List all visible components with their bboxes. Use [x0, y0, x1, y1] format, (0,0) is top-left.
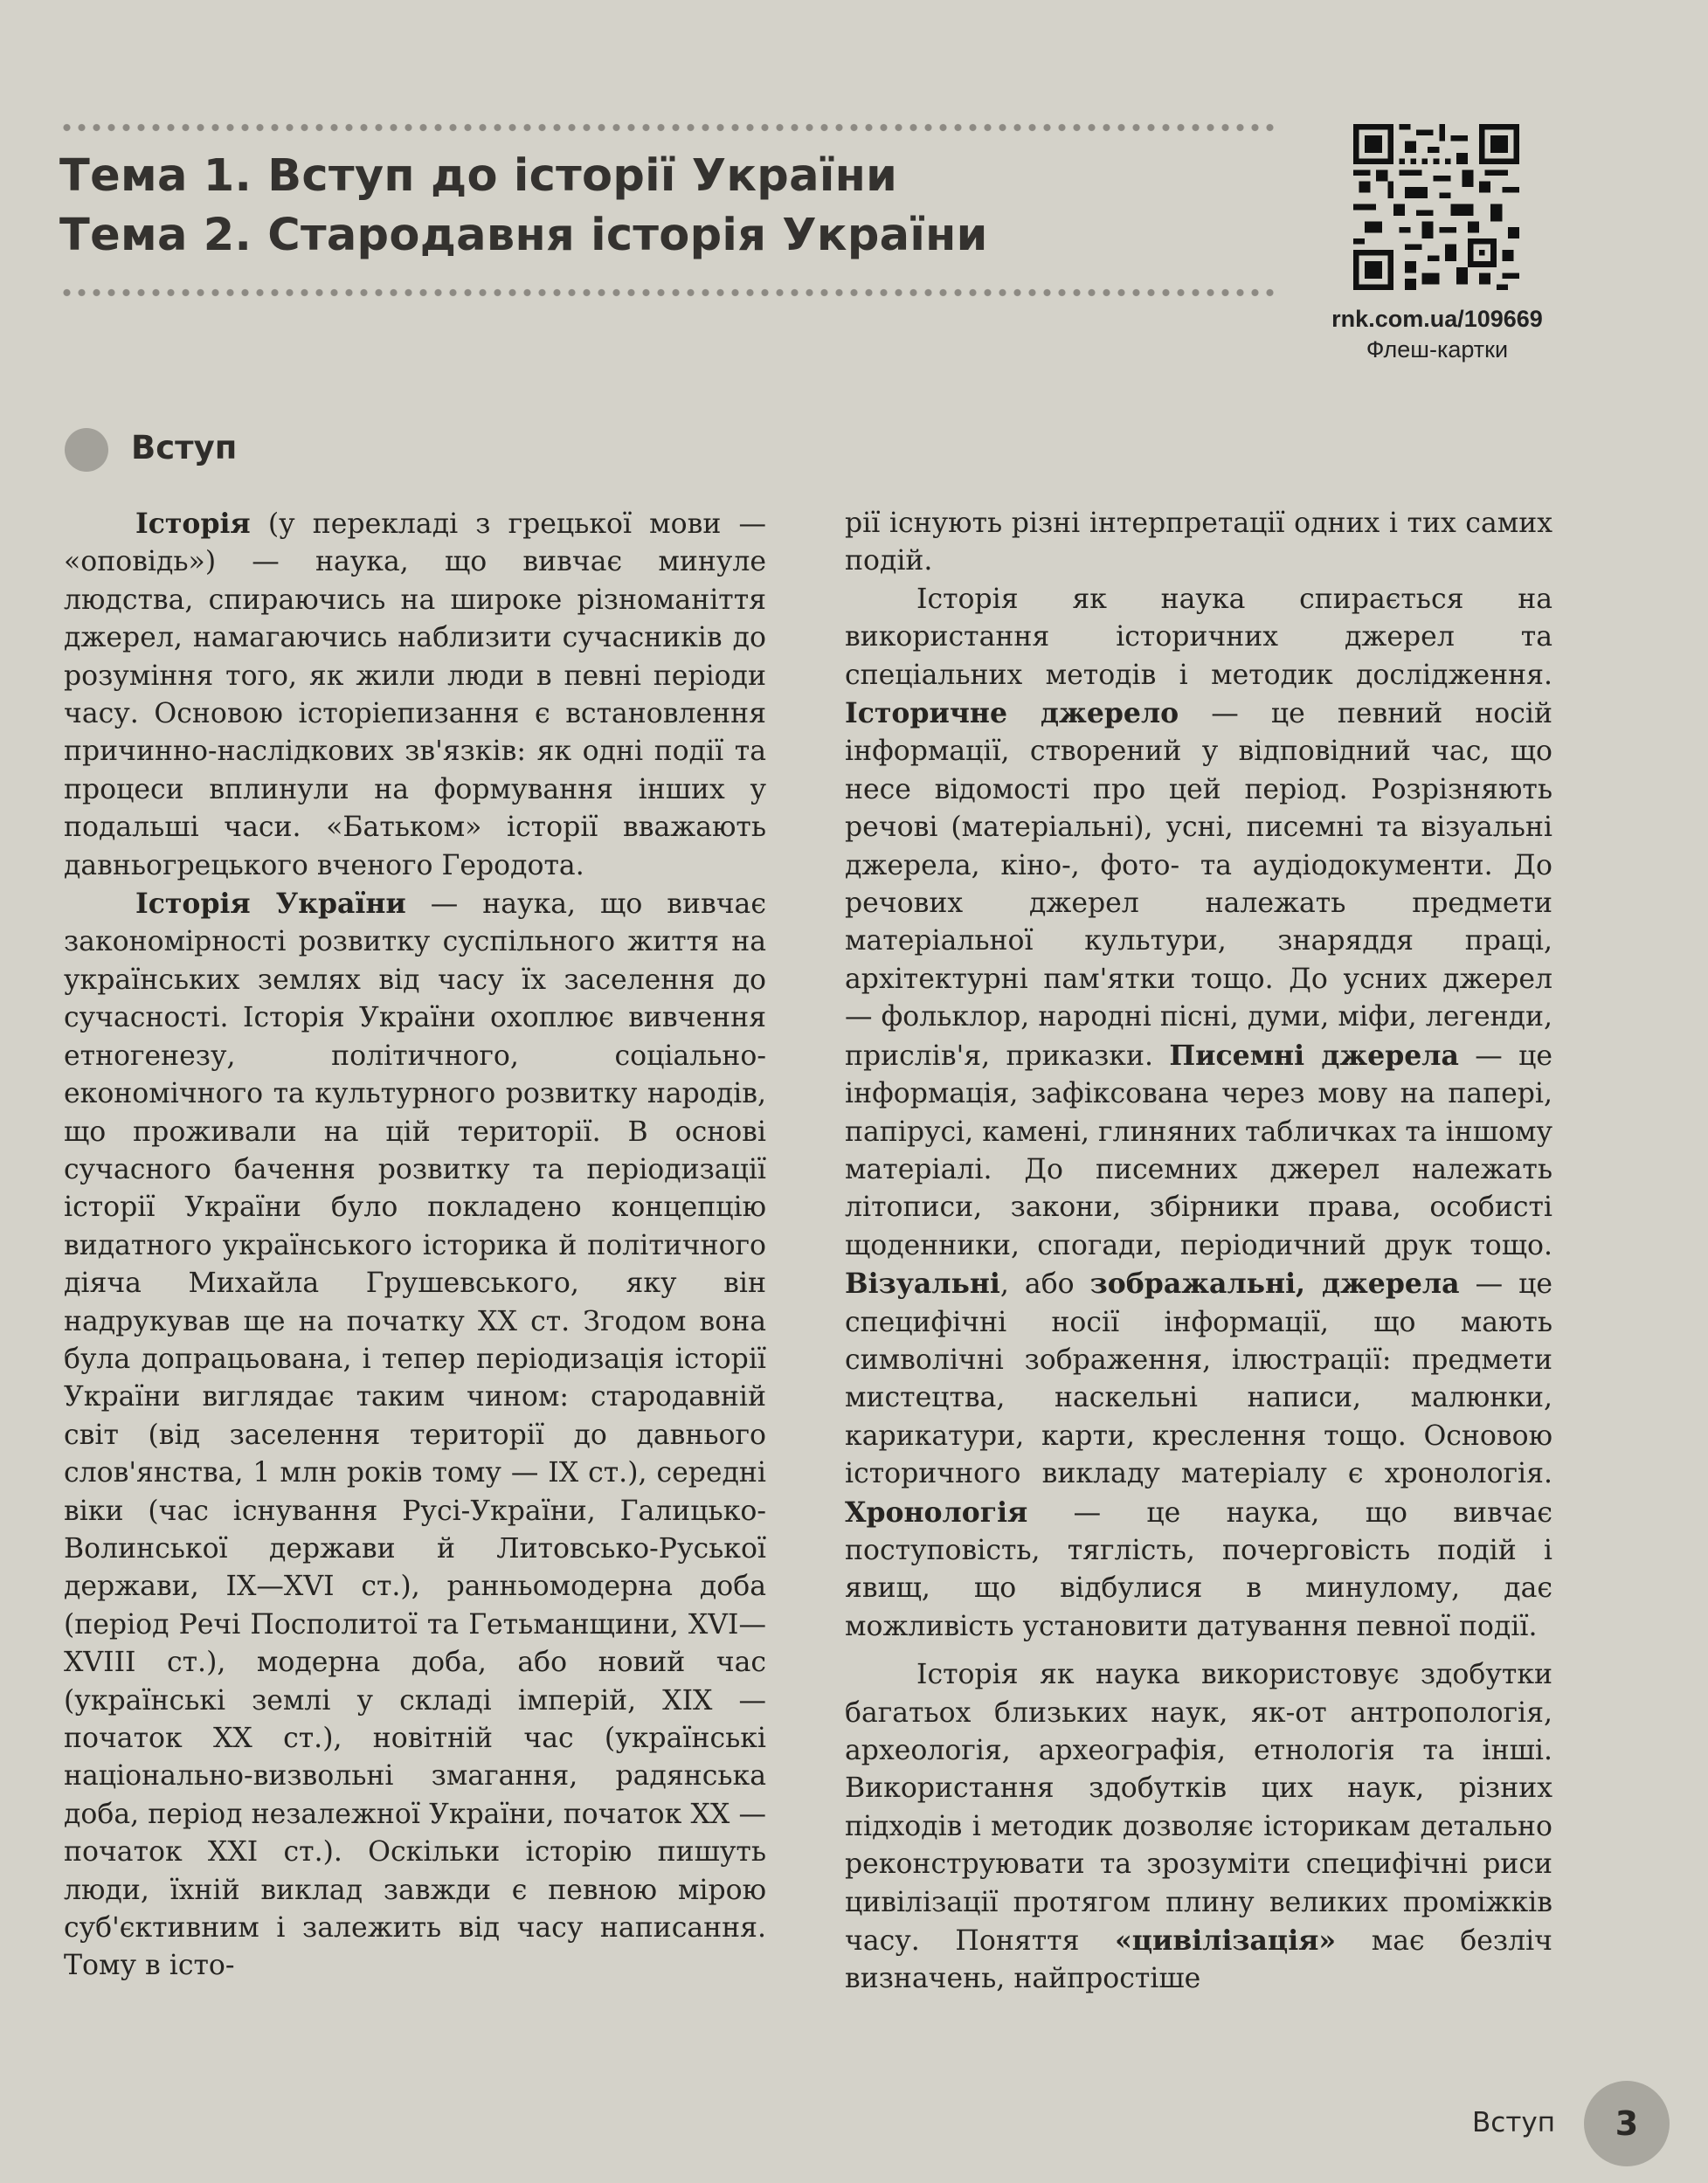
paragraph-related-sciences: Історія як наука використовує здобутки багатьох близьких наук, як-от антропологія, археологія, археографія, етнологія та інші. Використання здобутків цих наук, різних підходів і методик дозволяє історикам детально реконструювати та зрозуміти специфічні риси цивілізації протягом плину великих проміжків часу. Поняття «цивілізація» має безліч визначень, найпростіше: [845, 1659, 1552, 1995]
qr-link-text[interactable]: rnk.com.ua/109669: [1331, 306, 1543, 332]
term-historical-source: Історичне джерело: [845, 697, 1179, 730]
paragraph-history-definition: Історія (у перекладі з грецької мови — «оповідь») — наука, що вивчає минуле людства, спираючись на широке різноманіття джерел, намагаючись наблизити сучасників до розуміння того, як жили люди в певні періоди часу. Основою історіепизання є встановлення причинно-наслідкових зв'язків: як одні події та процеси вплинули на формування інших у подальші часи. «Батьком» історії вважають давньогрецького вченого Геродота.: [64, 508, 766, 881]
page-number: 3: [1584, 2081, 1670, 2166]
qr-code-icon[interactable]: [1352, 124, 1521, 290]
term-visual: Візуальні: [845, 1268, 1000, 1301]
right-column: [845, 505, 1552, 1999]
term-written-sources: Писемні джерела: [1169, 1039, 1459, 1072]
paragraph-sources: Історія як наука спирається на використання історичних джерел та спеціальних методів і методик дослідження. Історичне джерело — це певний носій інформації, створений у відповідний час, що несе відомості про цей період. Розрізняють речові (матеріальні), усні, писемні та візуальні джерела, кіно-, фото- та аудіодокументи. До речових джерел належать предмети матеріальної культури, знаряддя праці, архітектурні пам'ятки тощо. До усних джерел — фольклор, народні пісні, думи, міфи, легенди, прислів'я, приказки. Писемні джерела — це інформація, зафіксована через мову на папері, папірусі, камені, глиняних табличках та іншому матеріалі. До писемних джерел належать літописи, закони, збірники права, особисті щоденники, спогади, періодичний друк тощо. Візуальні, або зображальні, джерела — це специфічні носії інформації, що мають символічні зображення, ілюстрації: предмети мистецтва, наскельні написи, малюнки, карикатури, карти, креслення тощо. Основою історичного викладу матеріалу є хронологія. Хронологія — це наука, що вивчає поступовість, тяглість, почерговість подій і явищ, що відбулися в минулому, дає можливість установити датування певної події.: [845, 583, 1552, 1642]
term-ukraine-history: Історія України: [135, 888, 406, 921]
footer-section-label: Вступ: [1472, 2107, 1555, 2138]
qr-caption: Флеш-картки: [1366, 336, 1509, 363]
header-dotted-rule-bottom: [59, 288, 1274, 297]
section-bullet-icon: [65, 428, 108, 472]
header-dotted-rule-top: [59, 123, 1274, 132]
left-column: [64, 505, 766, 1986]
topic-2-title: Тема 2. Стародавня історія України: [59, 210, 988, 261]
term-civilization: «цивілізація»: [1115, 1924, 1337, 1958]
topic-1-title: Тема 1. Вступ до історії України: [59, 150, 898, 202]
term-chronology: Хронологія: [845, 1496, 1028, 1529]
term-history: Історія: [135, 508, 251, 540]
paragraph-ukraine-history: Історія України — наука, що вивчає закономірності розвитку суспільного життя на українських землях від часу їх заселення до сучасності. Історія України охоплює вивчення етногенезу, політичного, соціально-економічного та культурного розвитку народів, що проживали на цій території. В основі сучасного бачення розвитку та періодизації історії України було покладено концепцію видатного українського історика й політичного діяча Михайла Грушевського, яку він надрукував ще на початку XX ст. Згодом вона була допрацьована, і тепер періодизація історії України виглядає таким чином: стародавній світ (від заселення території до давнього слов'янства, 1 млн років тому — IX ст.), середні віки (час існування Русі-України, Галицько-Волинської держави й Литовсько-Руської держави, IX—XVI ст.), ранньомодерна доба (період Речі Посполитої та Гетьманщини, XVI—XVIII ст.), модерна доба, або новий час (українські землі у складі імперій, XIX — початок XX ст.), новітній час (українські національно-визвольні змагання, радянська доба, період незалежної України, початок XX — початок XXI ст.). Оскільки історію пишуть люди, їхній виклад завжди є певною мірою суб'єктивним і залежить від часу написання. Тому в істо-: [64, 888, 766, 1982]
section-title: Вступ: [131, 429, 238, 466]
term-pictorial-sources: зображальні, джерела: [1089, 1268, 1460, 1301]
paragraph-continuation: рії існують різні інтерпретації одних і тих самих подій.: [845, 508, 1552, 577]
